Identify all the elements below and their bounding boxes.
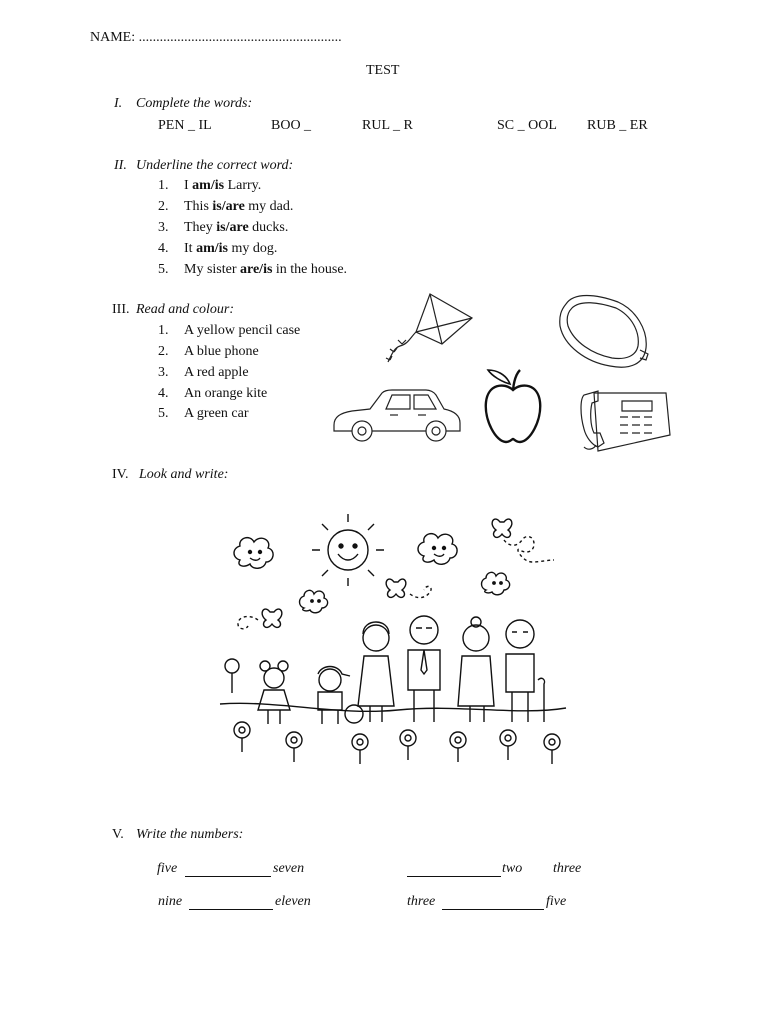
number-word: seven	[273, 861, 305, 876]
word-pencil: PEN _ IL	[158, 118, 212, 133]
section-4-heading: Look and write:	[139, 467, 229, 482]
choice-word: is/are	[212, 199, 245, 214]
flower-icon	[450, 732, 466, 762]
word-ruler: RUL _ R	[362, 118, 413, 133]
girl-figure	[225, 659, 290, 724]
section-3-numeral: III.	[112, 302, 130, 317]
sun-icon	[312, 514, 384, 586]
section-2-item: 4. It am/is my dog.	[158, 241, 278, 256]
flower-icon	[400, 730, 416, 760]
cloud-icon	[234, 538, 273, 569]
choice-word: are/is	[240, 262, 273, 277]
grandmother-figure	[458, 617, 494, 722]
number-word: eleven	[275, 894, 311, 909]
section-3-heading: Read and colour:	[136, 302, 234, 317]
cloud-icon	[482, 572, 510, 594]
section-2-item: 3. They is/are ducks.	[158, 220, 289, 235]
phone-icon	[578, 385, 672, 457]
car-icon	[330, 385, 464, 447]
kite-icon	[380, 292, 480, 372]
number-word: five	[546, 894, 567, 909]
word-book: BOO _	[271, 118, 312, 133]
flower-icon	[544, 734, 560, 764]
butterfly-icon	[386, 579, 431, 598]
section-1-numeral: I.	[114, 96, 123, 111]
section-2-item: 5. My sister are/is in the house.	[158, 262, 348, 277]
flower-icon	[286, 732, 302, 762]
answer-blank[interactable]	[185, 864, 271, 877]
number-word: nine	[158, 894, 183, 909]
section-2-item: 1. I am/is Larry.	[158, 178, 262, 193]
number-word: two	[502, 861, 523, 876]
mother-figure	[358, 622, 394, 722]
answer-blank[interactable]	[407, 864, 501, 877]
number-word: three	[407, 894, 436, 909]
section-4-numeral: IV.	[112, 467, 129, 482]
section-1-heading: Complete the words:	[136, 96, 253, 111]
section-3-item: 1. A yellow pencil case	[158, 323, 301, 338]
number-word: five	[157, 861, 178, 876]
section-2-numeral: II.	[114, 158, 127, 173]
flower-icon	[234, 722, 250, 752]
butterfly-icon	[238, 609, 282, 629]
answer-blank[interactable]	[442, 897, 544, 910]
father-figure	[408, 616, 440, 722]
choice-word: am/is	[192, 178, 225, 193]
section-3-item: 4. An orange kite	[158, 386, 268, 401]
choice-word: am/is	[196, 241, 228, 256]
cloud-icon	[300, 590, 328, 612]
section-3-item: 2. A blue phone	[158, 344, 259, 359]
section-5-heading: Write the numbers:	[136, 827, 244, 842]
flower-icon	[352, 734, 368, 764]
name-field-label: NAME: ..........................................................	[90, 30, 342, 45]
number-word: three	[553, 861, 582, 876]
word-rubber: RUB _ ER	[587, 118, 648, 133]
answer-blank[interactable]	[189, 897, 273, 910]
page-title: TEST	[366, 63, 400, 78]
apple-icon	[480, 366, 546, 446]
cloud-icon	[418, 534, 457, 565]
flower-icon	[500, 730, 516, 760]
choice-word: is/are	[216, 220, 249, 235]
grandfather-figure	[506, 620, 545, 722]
butterfly-icon	[492, 519, 554, 562]
section-2-item: 2. This is/are my dad.	[158, 199, 294, 214]
section-2-heading: Underline the correct word:	[136, 158, 294, 173]
section-3-item: 3. A red apple	[158, 365, 249, 380]
word-school: SC _ OOL	[497, 118, 557, 133]
family-illustration	[218, 510, 568, 770]
pencil-case-icon	[556, 290, 652, 372]
ball-icon	[345, 705, 363, 723]
section-5-numeral: V.	[112, 827, 124, 842]
section-3-item: 5. A green car	[158, 406, 249, 421]
